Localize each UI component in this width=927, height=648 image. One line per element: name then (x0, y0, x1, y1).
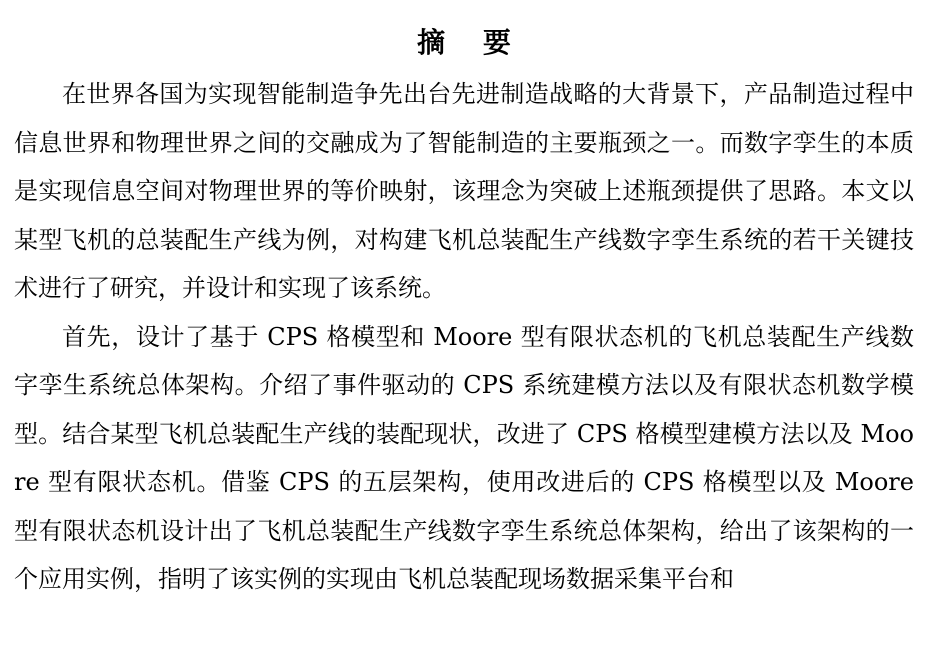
abstract-paragraph-1: 在世界各国为实现智能制造争先出台先进制造战略的大背景下，产品制造过程中信息世界和物理世界之间的交融成为了智能制造的主要瓶颈之一。而数字孪生的本质是实现信息空间对物理世界的等价映射，该理念为突破上述瓶颈提供了思路。本文以某型飞机的总装配生产线为例，对构建飞机总装配生产线数字孪生系统的若干关键技术进行了研究，并设计和实现了该系统。 (14, 80, 914, 302)
abstract-paragraph-2: 首先，设计了基于 CPS 格模型和 Moore 型有限状态机的飞机总装配生产线数字孪生系统总体架构。介绍了事件驱动的 CPS 系统建模方法以及有限状态机数学模型。结合某型飞机总装配生产线的装配现状，改进了 CPS 格模型建模方法以及 Moore 型有限状态机。借鉴 CPS 的五层架构，使用改进后的 CPS 格模型以及 Moore 型有限状态机设计出了飞机总装配生产线数字孪生系统总体架构，给出了该架构的一个应用实例，指明了该实例的实现由飞机总装配现场数据采集平台和 (14, 322, 914, 593)
abstract-title: 摘 要 (417, 26, 525, 59)
abstract-page (14, 18, 914, 604)
